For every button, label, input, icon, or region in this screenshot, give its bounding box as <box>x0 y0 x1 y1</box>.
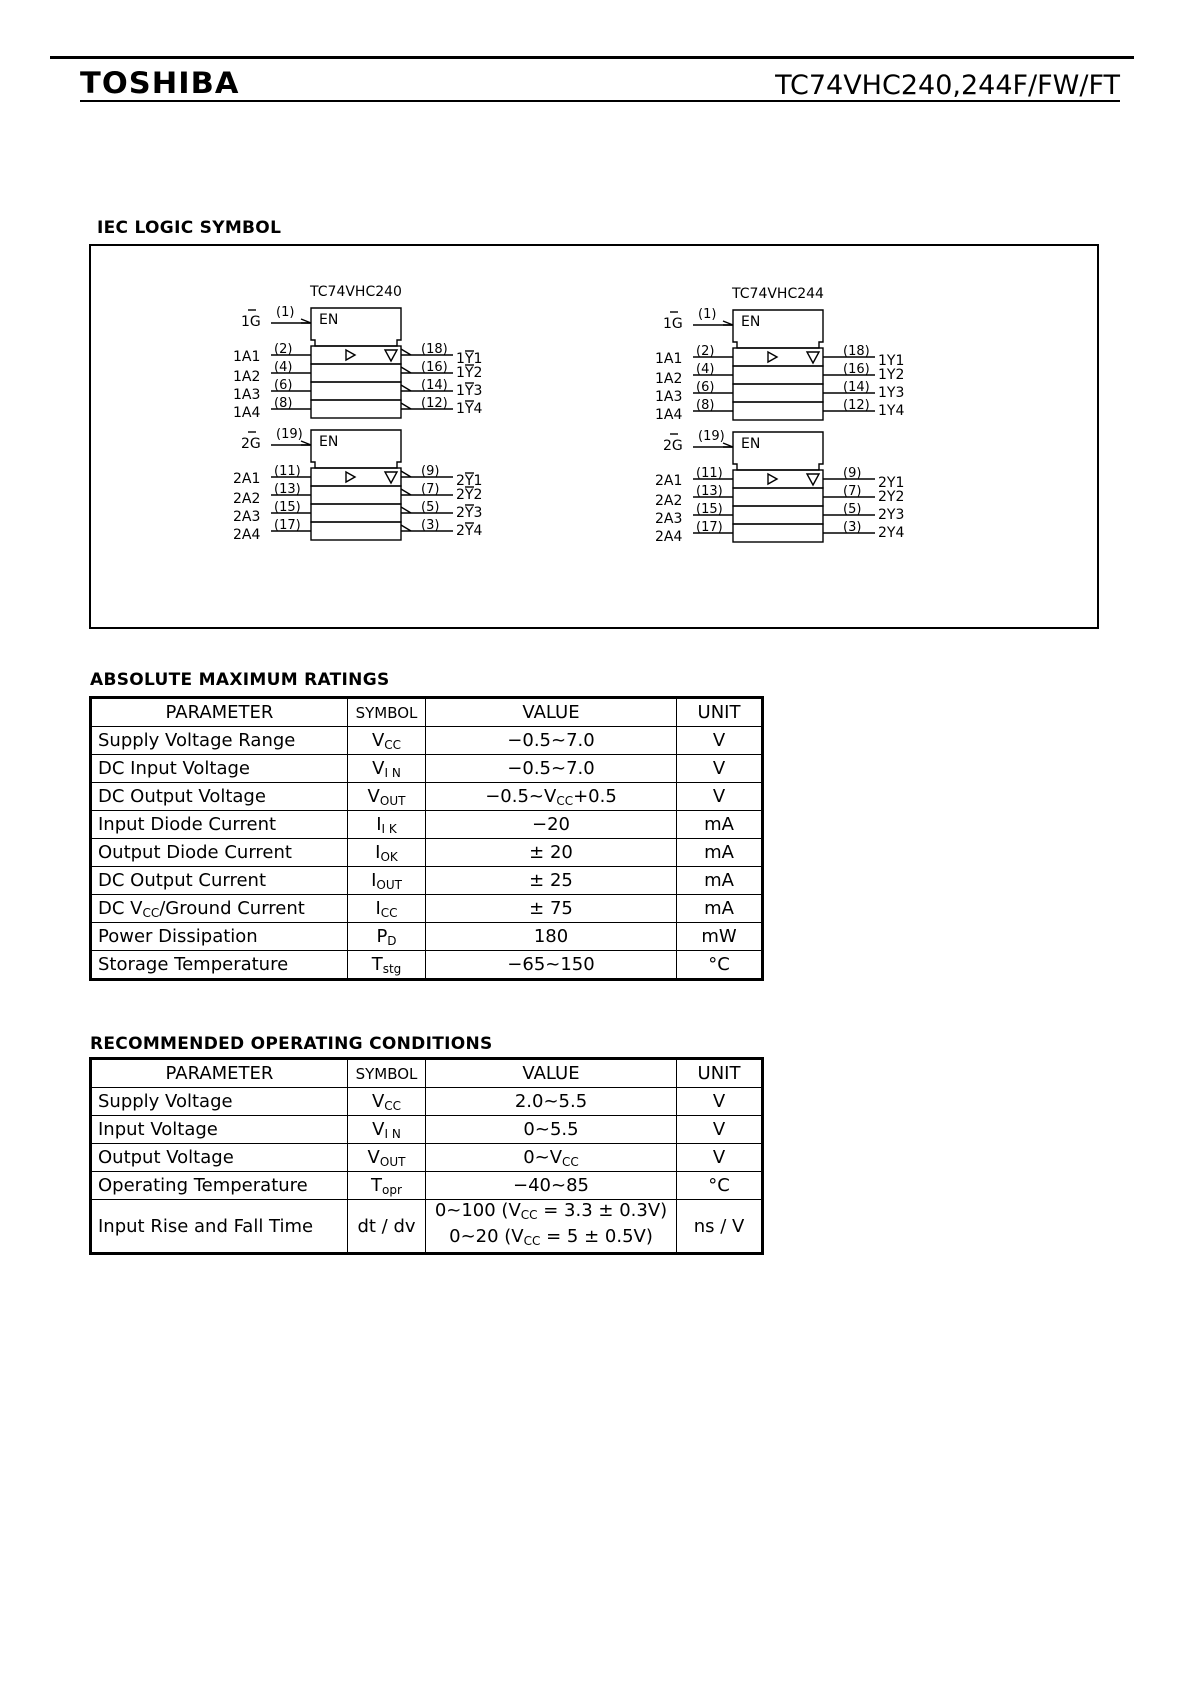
pin-number: (2) <box>696 344 715 359</box>
pin-number: (3) <box>843 520 862 535</box>
buffer-symbol <box>768 352 777 362</box>
value-cell <box>426 1116 677 1144</box>
buffer-cell <box>311 522 401 540</box>
parameter-text: Operating Temperature <box>98 1175 308 1196</box>
pin-number: (18) <box>421 342 448 357</box>
parameter-cell <box>91 1200 348 1254</box>
negation-marker <box>723 321 733 325</box>
unit-text: V <box>712 786 726 807</box>
value-text: 0~20 (V <box>449 1226 524 1247</box>
output-label: 1Y3 <box>878 385 905 401</box>
pin-number: (11) <box>274 464 301 479</box>
buffer-symbol <box>346 472 355 482</box>
table-row <box>91 1116 763 1144</box>
subscript: CC <box>384 737 402 752</box>
buffer-cell <box>311 400 401 418</box>
symbol-cell <box>348 783 426 811</box>
pin-number: (5) <box>843 502 862 517</box>
table-row <box>91 811 763 839</box>
parameter-cell <box>91 727 348 755</box>
value-text: −40~85 <box>513 1175 589 1196</box>
value-text: 180 <box>533 926 569 947</box>
buffer-cell <box>733 366 823 384</box>
pin-number: (15) <box>274 500 301 515</box>
pin-number: (16) <box>421 360 448 375</box>
pin-number: (9) <box>421 464 440 479</box>
pin-number: (2) <box>274 342 293 357</box>
buffer-cell <box>311 486 401 504</box>
header-symbol: SYMBOL <box>348 1059 426 1088</box>
symbol-cell <box>348 1200 426 1254</box>
buffer-cell <box>311 382 401 400</box>
parameter-text: Supply Voltage <box>98 1091 233 1112</box>
unit-cell <box>677 1172 763 1200</box>
value-text: ± 25 <box>529 870 573 891</box>
symbol-cell <box>348 755 426 783</box>
negation-marker <box>301 319 311 323</box>
pin-number: (3) <box>421 518 440 533</box>
pin-number: (5) <box>421 500 440 515</box>
parameter-text: Input Voltage <box>98 1119 218 1140</box>
output-label: 1Y4 <box>878 403 905 419</box>
input-label: 1A2 <box>233 369 261 385</box>
value-text: = 3.3 ± 0.3V) <box>537 1200 668 1221</box>
pin-number: (12) <box>843 398 870 413</box>
pin-number: (18) <box>843 344 870 359</box>
unit-cell <box>677 1144 763 1172</box>
symbol-cell <box>348 951 426 980</box>
value-text: 0~5.5 <box>523 1119 579 1140</box>
buffer-symbol <box>768 474 777 484</box>
subscript: CC <box>380 905 398 920</box>
table-row <box>91 1144 763 1172</box>
three-state-symbol <box>807 474 819 485</box>
value-text: ± 75 <box>529 898 573 919</box>
buffer-cell <box>733 524 823 542</box>
recommended-operating-conditions-table <box>89 1057 764 1255</box>
input-label: 1A2 <box>655 371 683 387</box>
output-label: 1Y1 <box>456 351 483 367</box>
table-row <box>91 1200 763 1254</box>
header-unit: UNIT <box>677 698 763 727</box>
three-state-symbol <box>385 472 397 483</box>
input-label: 1A1 <box>655 351 683 367</box>
pin-number: (7) <box>843 484 862 499</box>
value-cell <box>426 839 677 867</box>
pin-number: (4) <box>696 362 715 377</box>
buffer-cell <box>733 506 823 524</box>
subscript: I N <box>384 765 401 780</box>
parameter-text: DC Output Voltage <box>98 786 266 807</box>
inversion-marker <box>401 507 411 513</box>
output-label: 2Y1 <box>878 475 905 491</box>
symbol-cell <box>348 1144 426 1172</box>
parameter-text: DC Output Current <box>98 870 267 891</box>
absolute-maximum-ratings-table <box>89 696 764 981</box>
unit-cell <box>677 1200 763 1254</box>
symbol-text: T <box>371 1174 383 1196</box>
input-label: 2A4 <box>655 529 683 545</box>
pin-number: (16) <box>843 362 870 377</box>
pin-number: (19) <box>698 429 725 444</box>
value-text: −0.5~V <box>485 785 557 807</box>
unit-cell <box>677 839 763 867</box>
parameter-cell <box>91 923 348 951</box>
pin-number: (11) <box>696 466 723 481</box>
unit-text: °C <box>708 954 730 975</box>
input-label: 2A2 <box>655 493 683 509</box>
input-label: 2A3 <box>233 509 261 525</box>
unit-cell <box>677 727 763 755</box>
value-cell <box>426 867 677 895</box>
unit-text: mA <box>704 814 734 835</box>
pin-number: (1) <box>276 305 295 320</box>
parameter-cell <box>91 1144 348 1172</box>
pin-number: (14) <box>843 380 870 395</box>
pin-number: (17) <box>696 520 723 535</box>
table-row <box>91 923 763 951</box>
parameter-cell <box>91 1116 348 1144</box>
symbol-text: P <box>376 925 388 947</box>
symbol-cell <box>348 811 426 839</box>
pin-number: (17) <box>274 518 301 533</box>
enable-label: EN <box>741 314 761 330</box>
input-label: 1A3 <box>233 387 261 403</box>
value-text: +0.5 <box>573 785 617 807</box>
output-label: 1Y3 <box>456 383 483 399</box>
table-row <box>91 895 763 923</box>
output-label: 1Y1 <box>878 353 905 369</box>
buffer-cell <box>733 402 823 420</box>
inversion-marker <box>401 525 411 531</box>
three-state-symbol <box>807 352 819 363</box>
buffer-cell <box>733 488 823 506</box>
header-unit: UNIT <box>677 1059 763 1088</box>
output-label: 2Y3 <box>456 505 483 521</box>
unit-cell <box>677 811 763 839</box>
inversion-marker <box>401 489 411 495</box>
value-cell <box>426 811 677 839</box>
device-name-label: TC74VHC240 <box>310 284 402 300</box>
parameter-cell <box>91 867 348 895</box>
buffer-cell <box>733 384 823 402</box>
pin-number: (19) <box>276 427 303 442</box>
symbol-text: V <box>372 757 385 779</box>
subscript: D <box>387 933 397 948</box>
unit-text: V <box>712 1147 726 1168</box>
unit-cell <box>677 1116 763 1144</box>
unit-text: V <box>712 1119 726 1140</box>
symbol-text: V <box>367 1146 380 1168</box>
unit-text: mA <box>704 898 734 919</box>
parameter-text: Output Diode Current <box>98 842 292 863</box>
unit-cell <box>677 895 763 923</box>
parameter-text: DC Input Voltage <box>98 758 250 779</box>
pin-number: (12) <box>421 396 448 411</box>
value-cell <box>426 727 677 755</box>
inversion-marker <box>401 349 411 355</box>
parameter-cell <box>91 951 348 980</box>
output-label: 2Y2 <box>456 487 483 503</box>
inversion-marker <box>401 403 411 409</box>
pin-number: (15) <box>696 502 723 517</box>
three-state-symbol <box>385 350 397 361</box>
unit-text: V <box>712 730 726 751</box>
input-label: 2A4 <box>233 527 261 543</box>
subscript: CC <box>520 1208 538 1222</box>
symbol-text: V <box>371 729 385 751</box>
enable-input-label: 2G <box>663 438 683 454</box>
device-name-label: TC74VHC244 <box>732 286 824 302</box>
value-text: 0~V <box>523 1146 563 1168</box>
iec-logic-symbol-box <box>89 244 1099 629</box>
buffer-symbol <box>346 350 355 360</box>
subscript: stg <box>382 961 402 976</box>
value-text: −65~150 <box>507 954 595 975</box>
output-label: 2Y2 <box>878 489 905 505</box>
output-label: 1Y2 <box>456 365 483 381</box>
enable-label: EN <box>319 312 339 328</box>
value-cell <box>426 1088 677 1116</box>
enable-input-label: 1G <box>241 314 261 330</box>
output-label: 2Y4 <box>456 523 483 539</box>
unit-cell <box>677 1088 763 1116</box>
symbol-cell <box>348 1172 426 1200</box>
parameter-cell <box>91 1088 348 1116</box>
enable-input-label: 2G <box>241 436 261 452</box>
output-label: 1Y2 <box>878 367 905 383</box>
pin-number: (6) <box>274 378 293 393</box>
input-label: 2A1 <box>655 473 683 489</box>
subscript: I K <box>381 821 397 836</box>
enable-label: EN <box>741 436 761 452</box>
symbol-cell <box>348 923 426 951</box>
symbol-text: I <box>376 813 382 835</box>
table-row <box>91 951 763 980</box>
value-cell <box>426 755 677 783</box>
symbol-text: I <box>371 869 377 891</box>
symbol-cell <box>348 727 426 755</box>
symbol-text: T <box>371 953 383 975</box>
pin-number: (1) <box>698 307 717 322</box>
subscript: CC <box>562 1154 579 1169</box>
output-label: 2Y1 <box>456 473 483 489</box>
unit-cell <box>677 923 763 951</box>
enable-input-label: 1G <box>663 316 683 332</box>
parameter-text: DC V <box>98 897 143 919</box>
value-line <box>432 1200 670 1226</box>
symbol-cell <box>348 839 426 867</box>
pin-number: (8) <box>274 396 293 411</box>
input-label: 1A4 <box>655 407 683 423</box>
symbol-text: dt / dv <box>357 1215 416 1237</box>
symbol-cell <box>348 1116 426 1144</box>
value-cell <box>426 1144 677 1172</box>
input-label: 1A3 <box>655 389 683 405</box>
value-text: ± 20 <box>529 842 573 863</box>
parameter-cell <box>91 1172 348 1200</box>
parameter-text: Input Diode Current <box>98 814 277 835</box>
value-text: = 5 ± 0.5V) <box>540 1226 653 1247</box>
table-row <box>91 1172 763 1200</box>
parameter-cell <box>91 783 348 811</box>
iec-logic-diagram <box>91 246 1097 627</box>
unit-text: mA <box>704 870 734 891</box>
subscript: CC <box>384 1098 402 1113</box>
header-parameter: PARAMETER <box>91 698 348 727</box>
value-cell <box>426 1172 677 1200</box>
parameter-text: Input Rise and Fall Time <box>98 1215 314 1237</box>
header-value: VALUE <box>426 1059 677 1088</box>
pin-number: (14) <box>421 378 448 393</box>
subscript: opr <box>382 1182 402 1197</box>
iec-logic-symbol-title: IEC LOGIC SYMBOL <box>97 218 282 238</box>
table-row <box>91 1088 763 1116</box>
value-cell <box>426 895 677 923</box>
enable-label: EN <box>319 434 339 450</box>
parameter-cell <box>91 839 348 867</box>
symbol-text: I <box>375 897 381 919</box>
input-label: 1A4 <box>233 405 261 421</box>
table-row <box>91 839 763 867</box>
table-row <box>91 727 763 755</box>
parameter-text: Output Voltage <box>98 1147 234 1168</box>
header-rule-top <box>50 56 1134 59</box>
pin-number: (13) <box>274 482 301 497</box>
header-symbol: SYMBOL <box>348 698 426 727</box>
inversion-marker <box>401 471 411 477</box>
table-header-row <box>91 1059 763 1088</box>
unit-text: °C <box>708 1175 730 1196</box>
pin-number: (4) <box>274 360 293 375</box>
symbol-text: V <box>371 1090 385 1112</box>
symbol-text: V <box>372 1118 385 1140</box>
parameter-text: Supply Voltage Range <box>98 730 296 751</box>
value-text: 2.0~5.5 <box>514 1091 588 1112</box>
input-label: 1A1 <box>233 349 261 365</box>
parameter-text: Storage Temperature <box>98 954 289 975</box>
parameter-text: Power Dissipation <box>98 926 258 947</box>
subscript: CC <box>523 1234 541 1248</box>
unit-cell <box>677 951 763 980</box>
unit-text: V <box>712 1091 726 1112</box>
unit-cell <box>677 783 763 811</box>
inversion-marker <box>401 367 411 373</box>
pin-number: (9) <box>843 466 862 481</box>
unit-cell <box>677 755 763 783</box>
table-row <box>91 755 763 783</box>
input-label: 2A2 <box>233 491 261 507</box>
pin-number: (6) <box>696 380 715 395</box>
unit-cell <box>677 867 763 895</box>
subscript: OK <box>380 849 398 864</box>
symbol-text: I <box>375 841 381 863</box>
header-rule-bottom <box>80 100 1120 102</box>
symbol-cell <box>348 1088 426 1116</box>
value-text: −20 <box>532 814 570 835</box>
symbol-cell <box>348 867 426 895</box>
subscript: OUT <box>379 1154 406 1169</box>
output-label: 2Y3 <box>878 507 905 523</box>
symbol-text: V <box>367 785 380 807</box>
unit-text: mW <box>701 926 737 947</box>
buffer-cell <box>311 504 401 522</box>
part-number: TC74VHC240,244F/FW/FT <box>775 70 1120 101</box>
buffer-cell <box>311 364 401 382</box>
pin-number: (13) <box>696 484 723 499</box>
output-label: 2Y4 <box>878 525 905 541</box>
header-value: VALUE <box>426 698 677 727</box>
inversion-marker <box>401 385 411 391</box>
subscript: CC <box>556 793 574 808</box>
pin-number: (8) <box>696 398 715 413</box>
table-header-row <box>91 698 763 727</box>
table-row <box>91 867 763 895</box>
subscript: OUT <box>379 793 406 808</box>
parameter-text: /Ground Current <box>159 897 305 919</box>
value-text: 0~100 (V <box>434 1200 521 1221</box>
output-label: 1Y4 <box>456 401 483 417</box>
header-parameter: PARAMETER <box>91 1059 348 1088</box>
value-cell <box>426 783 677 811</box>
value-cell <box>426 923 677 951</box>
parameter-cell <box>91 895 348 923</box>
subscript: I N <box>384 1126 401 1141</box>
table-row <box>91 783 763 811</box>
pin-number: (7) <box>421 482 440 497</box>
value-line <box>432 1226 670 1252</box>
subscript: CC <box>142 905 160 920</box>
value-text: −0.5~7.0 <box>507 730 595 751</box>
value-cell <box>426 951 677 980</box>
unit-text: mA <box>704 842 734 863</box>
parameter-cell <box>91 755 348 783</box>
symbol-cell <box>348 895 426 923</box>
input-label: 2A1 <box>233 471 261 487</box>
recommended-operating-conditions-title: RECOMMENDED OPERATING CONDITIONS <box>90 1034 493 1054</box>
unit-text: V <box>712 758 726 779</box>
unit-text: ns / V <box>693 1215 745 1237</box>
subscript: OUT <box>376 877 402 892</box>
input-label: 2A3 <box>655 511 683 527</box>
parameter-cell <box>91 811 348 839</box>
toshiba-logo: TOSHIBA <box>80 66 240 100</box>
value-cell <box>426 1200 677 1254</box>
value-text: −0.5~7.0 <box>507 758 595 779</box>
absolute-maximum-ratings-title: ABSOLUTE MAXIMUM RATINGS <box>90 670 390 690</box>
